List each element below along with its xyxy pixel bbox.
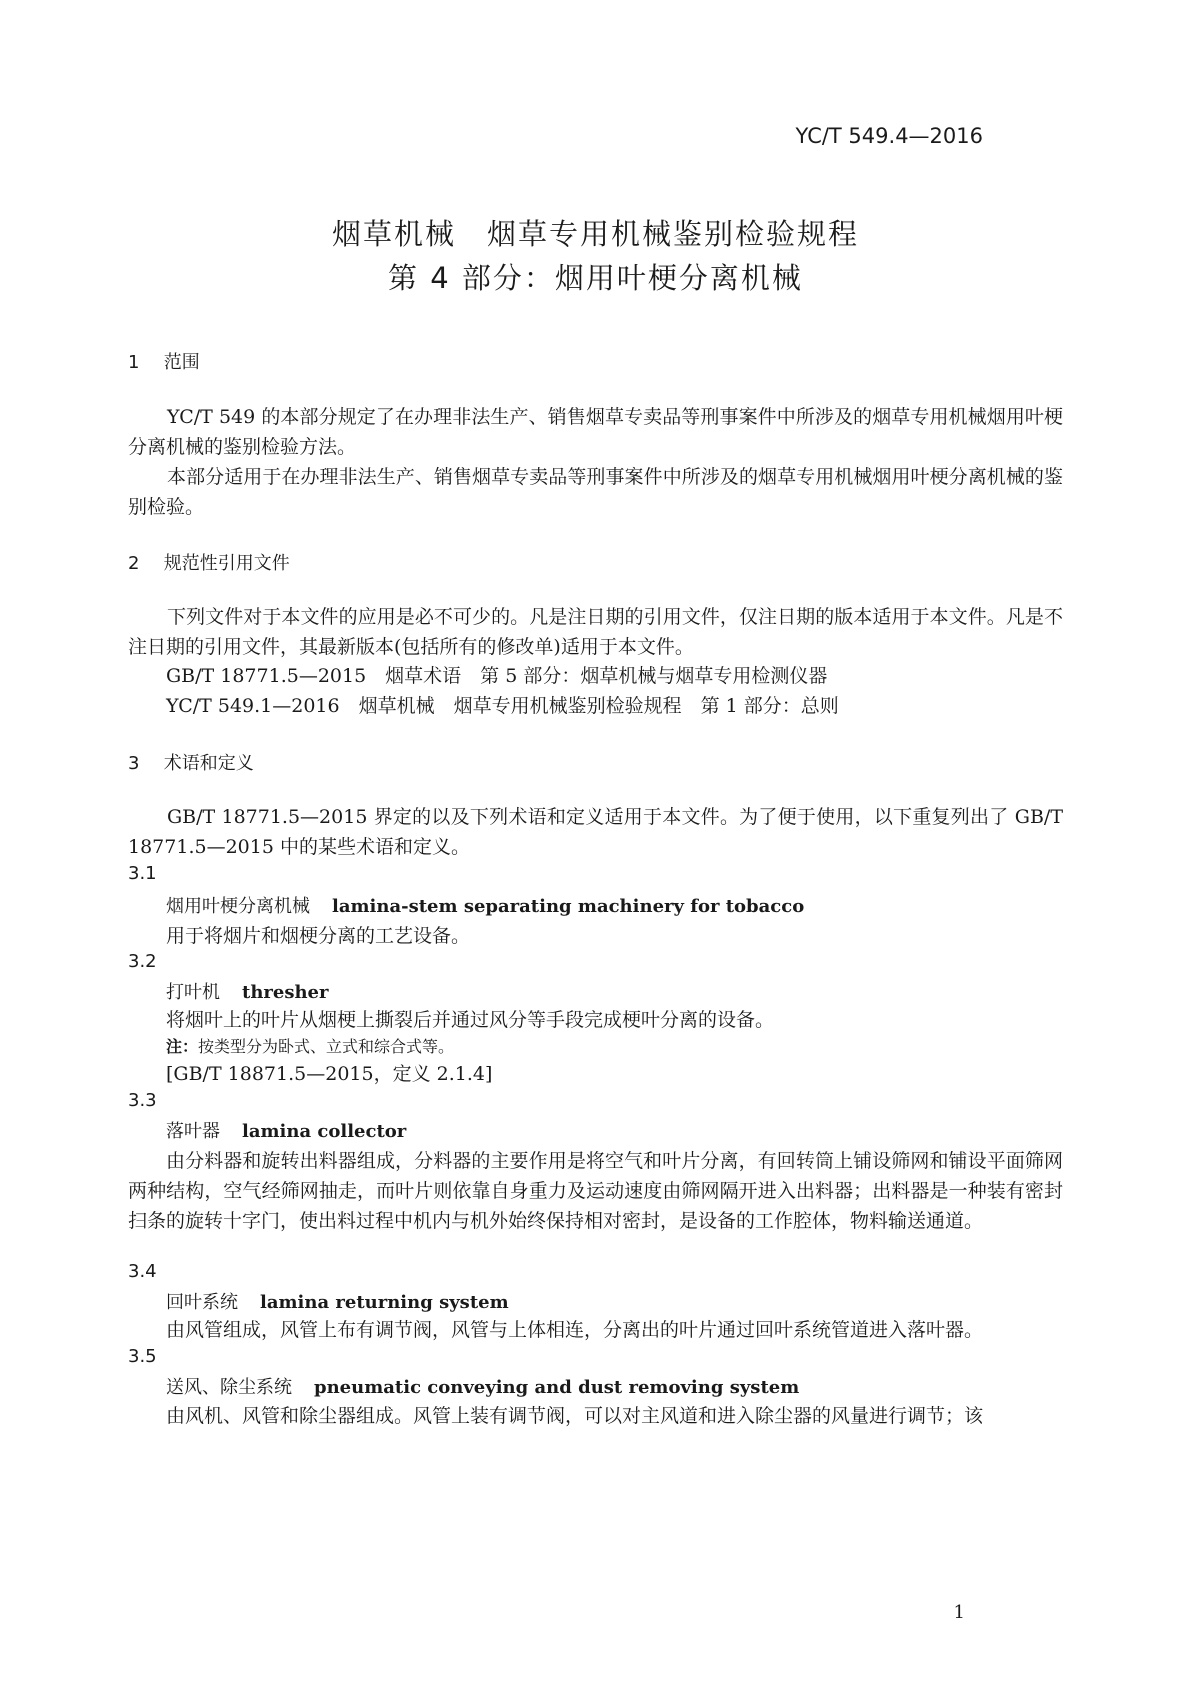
- title-line-1: 烟草机械 烟草专用机械鉴别检验规程: [331, 217, 859, 251]
- clause-3-5-number: 3.5: [128, 1346, 157, 1367]
- note-text: 按类型分为卧式、立式和综合式等。: [198, 1037, 455, 1056]
- term-3-1: [166, 892, 804, 918]
- term-zh: 回叶系统: [166, 1292, 238, 1313]
- page-number: 1: [953, 1602, 965, 1623]
- term-zh: 送风、除尘系统: [166, 1377, 292, 1398]
- note-label: 注：: [166, 1037, 199, 1056]
- section-3-heading: [128, 749, 254, 775]
- section-title: 规范性引用文件: [163, 553, 290, 574]
- term-zh: 烟用叶梗分离机械: [166, 896, 310, 917]
- paragraph: YC/T 549 的本部分规定了在办理非法生产、销售烟草专卖品等刑事案件中所涉及的烟草专用机械烟用叶梗分离机械的鉴别检验方法。: [128, 406, 1063, 458]
- paragraph: 下列文件对于本文件的应用是必不可少的。凡是注日期的引用文件，仅注日期的版本适用于本文件。凡是不注日期的引用文件，其最新版本(包括所有的修改单)适用于本文件。: [128, 606, 1063, 658]
- section-number: 3: [128, 753, 140, 774]
- source-3-2: [GB/T 18871.5—2015，定义 2.1.4]: [166, 1063, 493, 1085]
- term-en: lamina-stem separating machinery for tobacco: [332, 896, 805, 917]
- term-en: lamina returning system: [260, 1292, 509, 1313]
- clause-3-4-number: 3.4: [128, 1261, 157, 1282]
- section-1-heading: [128, 348, 200, 374]
- reference-2: YC/T 549.1—2016 烟草机械 烟草专用机械鉴别检验规程 第 1 部分：总则: [166, 695, 839, 717]
- section-number: 2: [128, 553, 140, 574]
- definition-3-3: 由分料器和旋转出料器组成，分料器的主要作用是将空气和叶片分离，有回转筒上铺设筛网和铺设平面筛网两种结构，空气经筛网抽走，而叶片则依靠自身重力及运动速度由筛网隔开进入出料器；出料器是一种装有密封扫条的旋转十字门，使出料过程中机内与机外始终保持相对密封，是设备的工作腔体，物料输送通道。: [128, 1150, 1063, 1232]
- definition-3-2: 将烟叶上的叶片从烟梗上撕裂后并通过风分等手段完成梗叶分离的设备。: [166, 1009, 775, 1031]
- definition-3-4: 由风管组成，风管上布有调节阀，风管与上体相连，分离出的叶片通过回叶系统管道进入落叶器。: [166, 1319, 984, 1341]
- paragraph: 本部分适用于在办理非法生产、销售烟草专卖品等刑事案件中所涉及的烟草专用机械烟用叶梗分离机械的鉴别检验。: [128, 466, 1063, 518]
- term-zh: 打叶机: [166, 982, 220, 1003]
- term-3-3: [166, 1117, 406, 1143]
- section-1-body: [128, 402, 1063, 522]
- section-2-body: [128, 602, 1063, 662]
- standard-number: YC/T 549.4—2016: [795, 124, 983, 148]
- section-title: 范围: [163, 352, 200, 373]
- term-3-5: [166, 1373, 799, 1399]
- section-2-heading: [128, 549, 290, 575]
- term-3-4: [166, 1288, 509, 1314]
- title-line-2: 第 4 部分：烟用叶梗分离机械: [388, 261, 803, 295]
- section-number: 1: [128, 352, 140, 373]
- term-3-2: [166, 978, 329, 1004]
- term-en: pneumatic conveying and dust removing system: [314, 1377, 800, 1398]
- term-zh: 落叶器: [166, 1121, 220, 1142]
- clause-3-2-number: 3.2: [128, 951, 157, 972]
- note-3-2: [166, 1034, 454, 1057]
- section-3-body: [128, 802, 1063, 862]
- section-title: 术语和定义: [163, 753, 254, 774]
- reference-1: GB/T 18771.5—2015 烟草术语 第 5 部分：烟草机械与烟草专用检测仪器: [166, 665, 828, 687]
- clause-3-1-number: 3.1: [128, 863, 157, 884]
- clause-3-3-number: 3.3: [128, 1090, 157, 1111]
- term-en: thresher: [242, 982, 329, 1003]
- definition-3-1: 用于将烟片和烟梗分离的工艺设备。: [166, 925, 471, 947]
- paragraph: GB/T 18771.5—2015 界定的以及下列术语和定义适用于本文件。为了便于使用，以下重复列出了 GB/T 18771.5—2015 中的某些术语和定义。: [128, 806, 1063, 858]
- term-en: lamina collector: [242, 1121, 407, 1142]
- definition-3-5: 由风机、风管和除尘器组成。风管上装有调节阀，可以对主风道和进入除尘器的风量进行调节；该: [166, 1405, 984, 1427]
